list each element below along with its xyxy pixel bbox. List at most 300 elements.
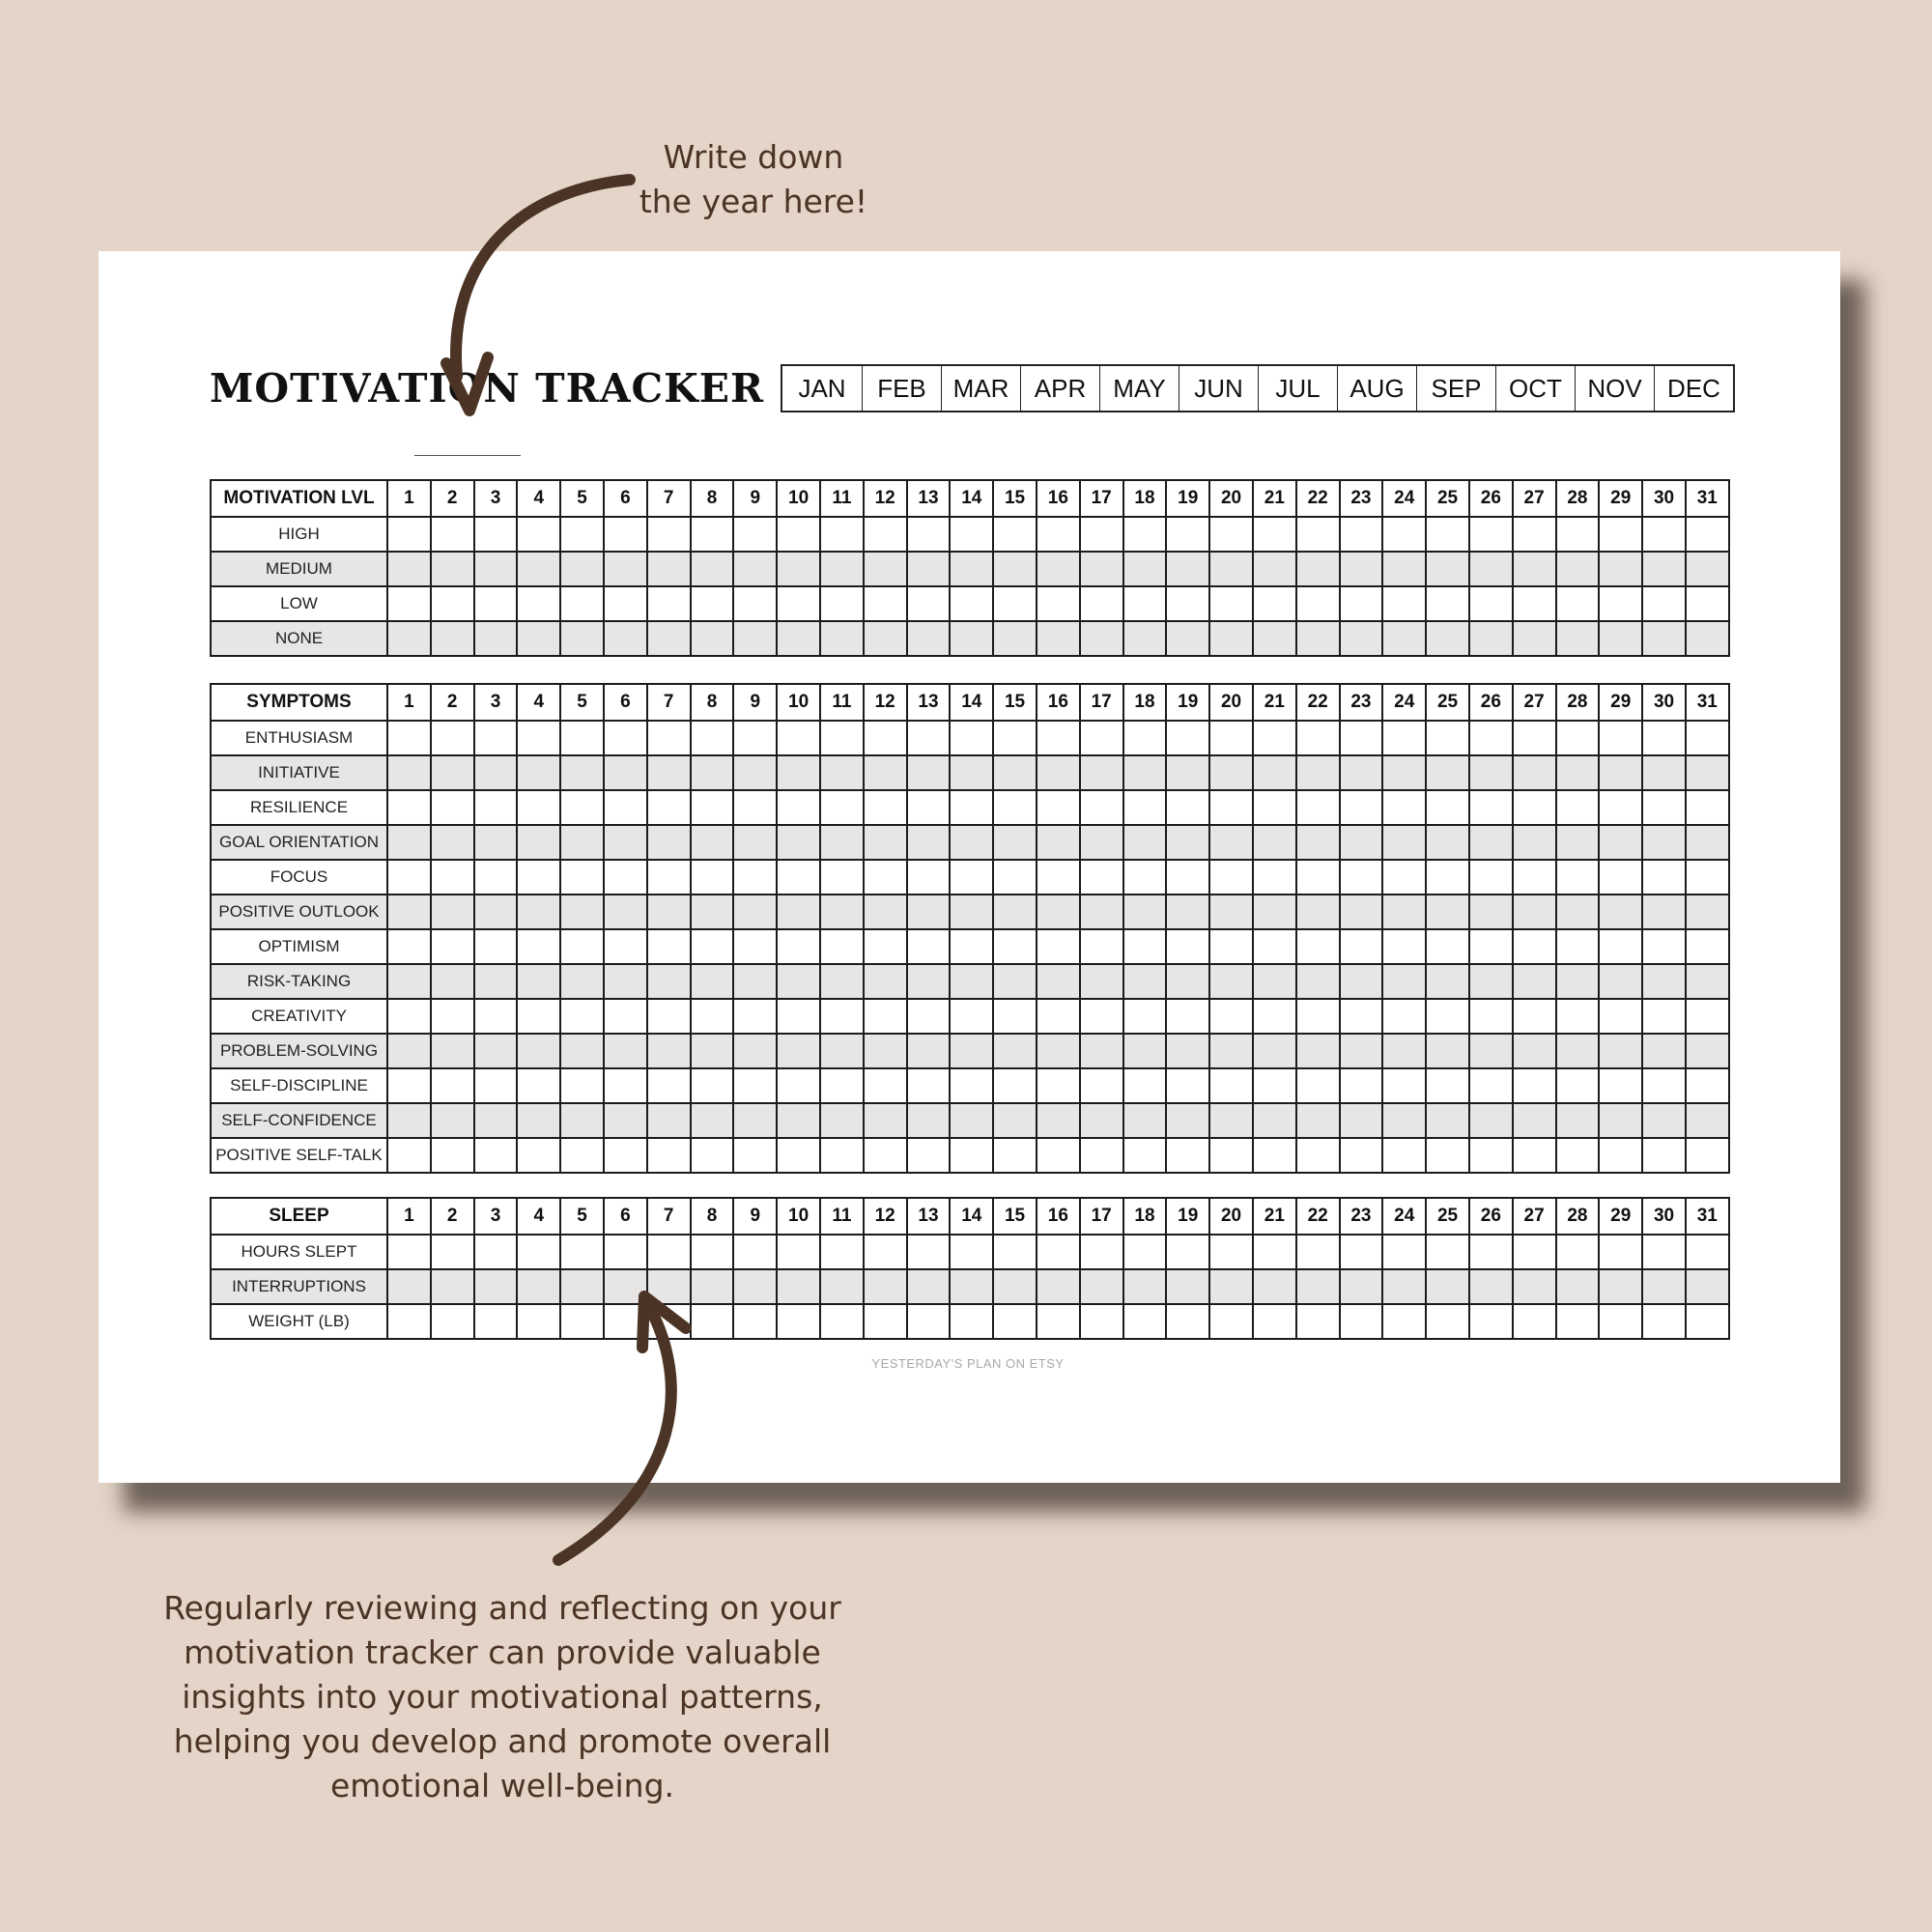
tracker-cell[interactable] xyxy=(1166,1138,1209,1173)
tracker-cell[interactable] xyxy=(907,1269,951,1304)
tracker-cell[interactable] xyxy=(993,721,1037,755)
tracker-cell[interactable] xyxy=(1037,999,1080,1034)
tracker-cell[interactable] xyxy=(1686,586,1729,621)
tracker-cell[interactable] xyxy=(691,929,734,964)
tracker-cell[interactable] xyxy=(604,755,647,790)
tracker-cell[interactable] xyxy=(1340,621,1383,656)
tracker-cell[interactable] xyxy=(474,929,518,964)
tracker-cell[interactable] xyxy=(387,825,431,860)
tracker-cell[interactable] xyxy=(1340,1269,1383,1304)
tracker-cell[interactable] xyxy=(1513,964,1556,999)
tracker-cell[interactable] xyxy=(1556,1304,1600,1339)
tracker-cell[interactable] xyxy=(1556,964,1600,999)
tracker-cell[interactable] xyxy=(1426,860,1469,895)
tracker-cell[interactable] xyxy=(1599,790,1642,825)
tracker-cell[interactable] xyxy=(777,1068,820,1103)
tracker-cell[interactable] xyxy=(1037,552,1080,586)
tracker-cell[interactable] xyxy=(1037,721,1080,755)
tracker-cell[interactable] xyxy=(560,1034,604,1068)
tracker-cell[interactable] xyxy=(604,1269,647,1304)
tracker-cell[interactable] xyxy=(1382,586,1426,621)
tracker-cell[interactable] xyxy=(560,755,604,790)
tracker-cell[interactable] xyxy=(647,790,691,825)
tracker-cell[interactable] xyxy=(474,517,518,552)
tracker-cell[interactable] xyxy=(1426,1103,1469,1138)
tracker-cell[interactable] xyxy=(1382,552,1426,586)
tracker-cell[interactable] xyxy=(1382,825,1426,860)
tracker-cell[interactable] xyxy=(604,999,647,1034)
tracker-cell[interactable] xyxy=(864,1235,907,1269)
tracker-cell[interactable] xyxy=(777,964,820,999)
tracker-cell[interactable] xyxy=(1382,1068,1426,1103)
tracker-cell[interactable] xyxy=(733,1034,777,1068)
tracker-cell[interactable] xyxy=(1642,1235,1686,1269)
tracker-cell[interactable] xyxy=(431,1138,474,1173)
tracker-cell[interactable] xyxy=(1556,1138,1600,1173)
tracker-cell[interactable] xyxy=(777,825,820,860)
tracker-cell[interactable] xyxy=(993,895,1037,929)
tracker-cell[interactable] xyxy=(1469,929,1513,964)
month-box[interactable]: MAR xyxy=(941,366,1020,411)
tracker-cell[interactable] xyxy=(1426,586,1469,621)
tracker-cell[interactable] xyxy=(1686,999,1729,1034)
tracker-cell[interactable] xyxy=(907,895,951,929)
tracker-cell[interactable] xyxy=(1253,517,1296,552)
tracker-cell[interactable] xyxy=(1469,1103,1513,1138)
tracker-cell[interactable] xyxy=(777,586,820,621)
tracker-cell[interactable] xyxy=(820,790,864,825)
tracker-cell[interactable] xyxy=(560,586,604,621)
tracker-cell[interactable] xyxy=(950,1034,993,1068)
tracker-cell[interactable] xyxy=(1556,721,1600,755)
tracker-cell[interactable] xyxy=(907,790,951,825)
tracker-cell[interactable] xyxy=(1340,1138,1383,1173)
tracker-cell[interactable] xyxy=(950,1138,993,1173)
tracker-cell[interactable] xyxy=(560,860,604,895)
tracker-cell[interactable] xyxy=(1080,1304,1123,1339)
tracker-cell[interactable] xyxy=(604,1034,647,1068)
tracker-cell[interactable] xyxy=(1123,1034,1167,1068)
tracker-cell[interactable] xyxy=(907,1103,951,1138)
tracker-cell[interactable] xyxy=(993,552,1037,586)
tracker-cell[interactable] xyxy=(431,552,474,586)
tracker-cell[interactable] xyxy=(1037,1034,1080,1068)
tracker-cell[interactable] xyxy=(431,1269,474,1304)
tracker-cell[interactable] xyxy=(1340,895,1383,929)
tracker-cell[interactable] xyxy=(1209,895,1253,929)
tracker-cell[interactable] xyxy=(560,1103,604,1138)
tracker-cell[interactable] xyxy=(864,1304,907,1339)
tracker-cell[interactable] xyxy=(864,1138,907,1173)
tracker-cell[interactable] xyxy=(1296,964,1340,999)
tracker-cell[interactable] xyxy=(1166,721,1209,755)
tracker-cell[interactable] xyxy=(1123,825,1167,860)
tracker-cell[interactable] xyxy=(691,1068,734,1103)
tracker-cell[interactable] xyxy=(1642,860,1686,895)
tracker-cell[interactable] xyxy=(907,621,951,656)
tracker-cell[interactable] xyxy=(431,1034,474,1068)
tracker-cell[interactable] xyxy=(993,1103,1037,1138)
tracker-cell[interactable] xyxy=(1556,825,1600,860)
tracker-cell[interactable] xyxy=(1556,1269,1600,1304)
tracker-cell[interactable] xyxy=(907,552,951,586)
tracker-cell[interactable] xyxy=(1513,1034,1556,1068)
tracker-cell[interactable] xyxy=(431,621,474,656)
tracker-cell[interactable] xyxy=(647,586,691,621)
tracker-cell[interactable] xyxy=(777,517,820,552)
tracker-cell[interactable] xyxy=(1686,1269,1729,1304)
tracker-cell[interactable] xyxy=(560,621,604,656)
tracker-cell[interactable] xyxy=(1513,999,1556,1034)
tracker-cell[interactable] xyxy=(604,790,647,825)
tracker-cell[interactable] xyxy=(950,1235,993,1269)
tracker-cell[interactable] xyxy=(1296,621,1340,656)
tracker-cell[interactable] xyxy=(431,586,474,621)
tracker-cell[interactable] xyxy=(691,825,734,860)
tracker-cell[interactable] xyxy=(777,895,820,929)
tracker-cell[interactable] xyxy=(387,1103,431,1138)
tracker-cell[interactable] xyxy=(647,1103,691,1138)
tracker-cell[interactable] xyxy=(517,1034,560,1068)
tracker-cell[interactable] xyxy=(1037,1235,1080,1269)
tracker-cell[interactable] xyxy=(1253,552,1296,586)
tracker-cell[interactable] xyxy=(1599,1269,1642,1304)
tracker-cell[interactable] xyxy=(647,999,691,1034)
tracker-cell[interactable] xyxy=(1599,895,1642,929)
tracker-cell[interactable] xyxy=(1469,1068,1513,1103)
tracker-cell[interactable] xyxy=(560,517,604,552)
tracker-cell[interactable] xyxy=(474,621,518,656)
tracker-cell[interactable] xyxy=(950,621,993,656)
tracker-cell[interactable] xyxy=(907,755,951,790)
tracker-cell[interactable] xyxy=(1123,1103,1167,1138)
tracker-cell[interactable] xyxy=(1469,1304,1513,1339)
tracker-cell[interactable] xyxy=(474,1138,518,1173)
tracker-cell[interactable] xyxy=(1686,1103,1729,1138)
tracker-cell[interactable] xyxy=(820,860,864,895)
tracker-cell[interactable] xyxy=(1426,999,1469,1034)
tracker-cell[interactable] xyxy=(1469,1235,1513,1269)
tracker-cell[interactable] xyxy=(777,721,820,755)
tracker-cell[interactable] xyxy=(691,586,734,621)
tracker-cell[interactable] xyxy=(1296,1068,1340,1103)
tracker-cell[interactable] xyxy=(1556,1235,1600,1269)
tracker-cell[interactable] xyxy=(993,517,1037,552)
tracker-cell[interactable] xyxy=(1123,929,1167,964)
tracker-cell[interactable] xyxy=(1340,517,1383,552)
tracker-cell[interactable] xyxy=(1037,755,1080,790)
tracker-cell[interactable] xyxy=(1296,721,1340,755)
tracker-cell[interactable] xyxy=(993,929,1037,964)
tracker-cell[interactable] xyxy=(1556,586,1600,621)
tracker-cell[interactable] xyxy=(431,895,474,929)
tracker-cell[interactable] xyxy=(820,895,864,929)
tracker-cell[interactable] xyxy=(647,1304,691,1339)
tracker-cell[interactable] xyxy=(1340,586,1383,621)
tracker-cell[interactable] xyxy=(1296,825,1340,860)
tracker-cell[interactable] xyxy=(993,1269,1037,1304)
tracker-cell[interactable] xyxy=(777,790,820,825)
tracker-cell[interactable] xyxy=(560,999,604,1034)
tracker-cell[interactable] xyxy=(1037,1138,1080,1173)
tracker-cell[interactable] xyxy=(560,825,604,860)
tracker-cell[interactable] xyxy=(733,755,777,790)
tracker-cell[interactable] xyxy=(950,1068,993,1103)
tracker-cell[interactable] xyxy=(950,790,993,825)
tracker-cell[interactable] xyxy=(1037,929,1080,964)
tracker-cell[interactable] xyxy=(993,860,1037,895)
tracker-cell[interactable] xyxy=(907,721,951,755)
tracker-cell[interactable] xyxy=(560,1138,604,1173)
tracker-cell[interactable] xyxy=(647,552,691,586)
tracker-cell[interactable] xyxy=(820,552,864,586)
tracker-cell[interactable] xyxy=(907,1304,951,1339)
month-box[interactable]: OCT xyxy=(1495,366,1575,411)
tracker-cell[interactable] xyxy=(1556,860,1600,895)
tracker-cell[interactable] xyxy=(1382,755,1426,790)
tracker-cell[interactable] xyxy=(1426,825,1469,860)
tracker-cell[interactable] xyxy=(387,1235,431,1269)
tracker-cell[interactable] xyxy=(1513,860,1556,895)
tracker-cell[interactable] xyxy=(517,586,560,621)
tracker-cell[interactable] xyxy=(1556,790,1600,825)
tracker-cell[interactable] xyxy=(647,1138,691,1173)
tracker-cell[interactable] xyxy=(1556,621,1600,656)
tracker-cell[interactable] xyxy=(1166,517,1209,552)
tracker-cell[interactable] xyxy=(1123,1068,1167,1103)
tracker-cell[interactable] xyxy=(1469,860,1513,895)
tracker-cell[interactable] xyxy=(1469,721,1513,755)
tracker-cell[interactable] xyxy=(1469,755,1513,790)
tracker-cell[interactable] xyxy=(993,825,1037,860)
tracker-cell[interactable] xyxy=(1469,517,1513,552)
tracker-cell[interactable] xyxy=(1037,517,1080,552)
tracker-cell[interactable] xyxy=(1513,552,1556,586)
tracker-cell[interactable] xyxy=(1166,1269,1209,1304)
tracker-cell[interactable] xyxy=(950,825,993,860)
tracker-cell[interactable] xyxy=(1556,1068,1600,1103)
tracker-cell[interactable] xyxy=(1037,895,1080,929)
tracker-cell[interactable] xyxy=(1209,586,1253,621)
tracker-cell[interactable] xyxy=(474,1103,518,1138)
tracker-cell[interactable] xyxy=(1340,860,1383,895)
tracker-cell[interactable] xyxy=(1166,790,1209,825)
tracker-cell[interactable] xyxy=(1209,552,1253,586)
tracker-cell[interactable] xyxy=(560,721,604,755)
tracker-cell[interactable] xyxy=(950,552,993,586)
tracker-cell[interactable] xyxy=(517,1304,560,1339)
tracker-cell[interactable] xyxy=(777,860,820,895)
tracker-cell[interactable] xyxy=(1340,929,1383,964)
tracker-cell[interactable] xyxy=(864,621,907,656)
tracker-cell[interactable] xyxy=(647,964,691,999)
tracker-cell[interactable] xyxy=(1686,1034,1729,1068)
tracker-cell[interactable] xyxy=(1382,621,1426,656)
tracker-cell[interactable] xyxy=(1686,721,1729,755)
tracker-cell[interactable] xyxy=(1340,755,1383,790)
tracker-cell[interactable] xyxy=(1686,790,1729,825)
tracker-cell[interactable] xyxy=(1469,825,1513,860)
tracker-cell[interactable] xyxy=(1209,929,1253,964)
tracker-cell[interactable] xyxy=(517,621,560,656)
tracker-cell[interactable] xyxy=(1253,929,1296,964)
tracker-cell[interactable] xyxy=(1426,755,1469,790)
tracker-cell[interactable] xyxy=(864,1269,907,1304)
tracker-cell[interactable] xyxy=(517,964,560,999)
tracker-cell[interactable] xyxy=(1556,755,1600,790)
tracker-cell[interactable] xyxy=(1513,1304,1556,1339)
tracker-cell[interactable] xyxy=(604,552,647,586)
tracker-cell[interactable] xyxy=(1123,552,1167,586)
tracker-cell[interactable] xyxy=(1209,1103,1253,1138)
tracker-cell[interactable] xyxy=(1642,1068,1686,1103)
tracker-cell[interactable] xyxy=(604,586,647,621)
tracker-cell[interactable] xyxy=(1642,929,1686,964)
tracker-cell[interactable] xyxy=(1296,552,1340,586)
tracker-cell[interactable] xyxy=(604,929,647,964)
tracker-cell[interactable] xyxy=(733,621,777,656)
tracker-cell[interactable] xyxy=(1642,586,1686,621)
tracker-cell[interactable] xyxy=(474,1269,518,1304)
tracker-cell[interactable] xyxy=(431,721,474,755)
tracker-cell[interactable] xyxy=(431,517,474,552)
tracker-cell[interactable] xyxy=(1209,1034,1253,1068)
tracker-cell[interactable] xyxy=(1382,517,1426,552)
tracker-cell[interactable] xyxy=(1166,929,1209,964)
tracker-cell[interactable] xyxy=(387,895,431,929)
tracker-cell[interactable] xyxy=(1382,1034,1426,1068)
tracker-cell[interactable] xyxy=(1686,825,1729,860)
tracker-cell[interactable] xyxy=(1253,1138,1296,1173)
tracker-cell[interactable] xyxy=(1037,1304,1080,1339)
tracker-cell[interactable] xyxy=(1209,621,1253,656)
tracker-cell[interactable] xyxy=(1513,1235,1556,1269)
tracker-cell[interactable] xyxy=(1599,1235,1642,1269)
tracker-cell[interactable] xyxy=(1426,721,1469,755)
tracker-cell[interactable] xyxy=(1123,790,1167,825)
tracker-cell[interactable] xyxy=(733,964,777,999)
tracker-cell[interactable] xyxy=(387,621,431,656)
tracker-cell[interactable] xyxy=(517,895,560,929)
month-box[interactable]: FEB xyxy=(862,366,941,411)
tracker-cell[interactable] xyxy=(1426,1304,1469,1339)
tracker-cell[interactable] xyxy=(1642,1034,1686,1068)
tracker-cell[interactable] xyxy=(604,1103,647,1138)
tracker-cell[interactable] xyxy=(1080,1235,1123,1269)
tracker-cell[interactable] xyxy=(777,1304,820,1339)
tracker-cell[interactable] xyxy=(647,1034,691,1068)
tracker-cell[interactable] xyxy=(950,755,993,790)
tracker-cell[interactable] xyxy=(517,1138,560,1173)
tracker-cell[interactable] xyxy=(1253,1103,1296,1138)
tracker-cell[interactable] xyxy=(1253,1304,1296,1339)
tracker-cell[interactable] xyxy=(1340,1068,1383,1103)
tracker-cell[interactable] xyxy=(517,790,560,825)
tracker-cell[interactable] xyxy=(1599,1138,1642,1173)
tracker-cell[interactable] xyxy=(820,1103,864,1138)
tracker-cell[interactable] xyxy=(777,1138,820,1173)
tracker-cell[interactable] xyxy=(1642,621,1686,656)
tracker-cell[interactable] xyxy=(1686,964,1729,999)
tracker-cell[interactable] xyxy=(431,860,474,895)
tracker-cell[interactable] xyxy=(431,1235,474,1269)
tracker-cell[interactable] xyxy=(993,999,1037,1034)
tracker-cell[interactable] xyxy=(474,721,518,755)
tracker-cell[interactable] xyxy=(1426,517,1469,552)
tracker-cell[interactable] xyxy=(1209,755,1253,790)
tracker-cell[interactable] xyxy=(820,586,864,621)
month-box[interactable]: MAY xyxy=(1099,366,1179,411)
tracker-cell[interactable] xyxy=(733,552,777,586)
tracker-cell[interactable] xyxy=(1166,964,1209,999)
tracker-cell[interactable] xyxy=(1123,621,1167,656)
tracker-cell[interactable] xyxy=(1382,1138,1426,1173)
tracker-cell[interactable] xyxy=(560,929,604,964)
tracker-cell[interactable] xyxy=(1686,1235,1729,1269)
tracker-cell[interactable] xyxy=(907,860,951,895)
tracker-cell[interactable] xyxy=(1469,1269,1513,1304)
tracker-cell[interactable] xyxy=(560,790,604,825)
tracker-cell[interactable] xyxy=(1642,721,1686,755)
tracker-cell[interactable] xyxy=(604,721,647,755)
tracker-cell[interactable] xyxy=(950,1269,993,1304)
tracker-cell[interactable] xyxy=(1686,895,1729,929)
tracker-cell[interactable] xyxy=(387,586,431,621)
tracker-cell[interactable] xyxy=(864,790,907,825)
tracker-cell[interactable] xyxy=(777,1103,820,1138)
tracker-cell[interactable] xyxy=(647,1269,691,1304)
tracker-cell[interactable] xyxy=(733,1304,777,1339)
tracker-cell[interactable] xyxy=(387,1068,431,1103)
tracker-cell[interactable] xyxy=(820,964,864,999)
tracker-cell[interactable] xyxy=(387,1269,431,1304)
tracker-cell[interactable] xyxy=(1253,1068,1296,1103)
tracker-cell[interactable] xyxy=(1296,790,1340,825)
tracker-cell[interactable] xyxy=(733,860,777,895)
tracker-cell[interactable] xyxy=(777,755,820,790)
tracker-cell[interactable] xyxy=(820,1138,864,1173)
tracker-cell[interactable] xyxy=(691,1138,734,1173)
tracker-cell[interactable] xyxy=(1513,895,1556,929)
tracker-cell[interactable] xyxy=(1037,1068,1080,1103)
tracker-cell[interactable] xyxy=(950,999,993,1034)
tracker-cell[interactable] xyxy=(1253,860,1296,895)
tracker-cell[interactable] xyxy=(1382,790,1426,825)
tracker-cell[interactable] xyxy=(1080,721,1123,755)
tracker-cell[interactable] xyxy=(1340,999,1383,1034)
tracker-cell[interactable] xyxy=(733,895,777,929)
tracker-cell[interactable] xyxy=(1513,1103,1556,1138)
tracker-cell[interactable] xyxy=(1642,517,1686,552)
tracker-cell[interactable] xyxy=(647,721,691,755)
tracker-cell[interactable] xyxy=(1166,1068,1209,1103)
tracker-cell[interactable] xyxy=(1080,1103,1123,1138)
tracker-cell[interactable] xyxy=(474,552,518,586)
tracker-cell[interactable] xyxy=(1426,1068,1469,1103)
tracker-cell[interactable] xyxy=(864,895,907,929)
tracker-cell[interactable] xyxy=(1209,964,1253,999)
tracker-cell[interactable] xyxy=(1253,586,1296,621)
tracker-cell[interactable] xyxy=(1382,1103,1426,1138)
tracker-cell[interactable] xyxy=(733,825,777,860)
tracker-cell[interactable] xyxy=(1642,755,1686,790)
tracker-cell[interactable] xyxy=(1123,895,1167,929)
tracker-cell[interactable] xyxy=(1382,999,1426,1034)
tracker-cell[interactable] xyxy=(1556,999,1600,1034)
tracker-cell[interactable] xyxy=(691,517,734,552)
tracker-cell[interactable] xyxy=(1426,1138,1469,1173)
tracker-cell[interactable] xyxy=(474,790,518,825)
